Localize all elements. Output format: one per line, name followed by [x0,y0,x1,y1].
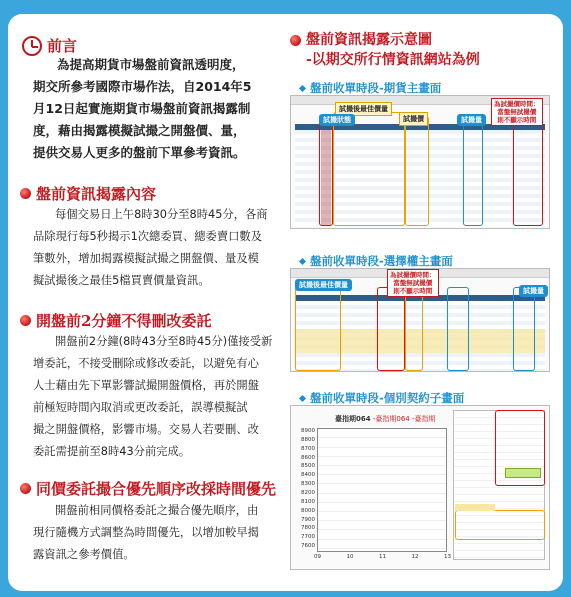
disclosure-heading: 盤前資訊揭露內容 [20,183,156,204]
no-cancel-text: 開盤前2分鐘(8時43分至8時45分)僅接受新 增委託，不接受刪除或修改委託，以避免有心 人士藉由先下單影響試撮開盤價格，再於開盤 前極短時間內取消或更改委託，誤導模擬試 撮之開盤價格，影響市場。交易人若要刪、改 委託需提前至8時43分前完成。 [33,335,273,458]
priority-heading: 同價委託撮合優先順序改採時間優先 [20,478,276,499]
bullet-icon [20,483,31,494]
bullet-icon [290,35,301,46]
clock-icon [22,36,42,56]
y-tick-label: 8200 [301,490,315,496]
bullet-icon [20,315,31,326]
y-tick-label: 8800 [301,436,315,443]
y-tick-label: 8300 [301,481,315,488]
bullet-icon [20,188,31,199]
y-tick-label: 8700 [301,445,315,452]
futures-screenshot: 試撮後最佳價量 試撮狀態 試撮價 試撮量 為試撮價時間： 當盤無試撮價 則不顯示時間 [290,95,550,229]
intro-text: 為提高期貨市場盤前資訊透明度， 期交所參考國際市場作法，自2014年5 月12日起實施期貨市場盤前資訊揭露制 度，藉由揭露模擬試撮之開盤價、量， 提供交易人更多的盤前下單參考資訊。 [33,57,252,160]
chart-x-axis [314,554,451,562]
y-tick-label: 8900 [301,428,315,434]
y-tick-label: 8500 [301,463,315,470]
x-tick-label: 11 [379,554,386,560]
disclosure-text: 每個交易日上午8時30分至8時45分，各商 品除現行每5秒揭示1次總委買、總委賣口數及 筆數外，增加揭露模擬試撮之開盤價、量及模 擬試撮後之最佳5檔買賣價量資訊。 [33,208,268,287]
sub-heading-futures: 盤前收單時段-期貨主畫面 [300,80,441,96]
sub-heading-contract: 盤前收單時段-個別契約子畫面 [300,390,464,406]
intro-heading: 前言 [22,35,77,56]
x-tick-label: 13 [444,554,451,560]
y-tick-label: 7800 [301,525,315,532]
y-tick-label: 8600 [301,454,315,461]
y-tick-label: 7900 [301,516,315,523]
no-cancel-heading: 開盤前2分鐘不得刪改委託 [20,310,211,331]
y-tick-label: 7700 [301,534,315,541]
y-tick-label: 8000 [301,507,315,514]
y-tick-label: 7600 [301,543,315,550]
x-tick-label: 09 [314,554,321,560]
chart-plot-area [317,428,447,552]
priority-text: 開盤前相同價格委託之撮合優先順序，由 現行隨機方式調整為時間優先，以增加較早揭 露資訊之參考價值。 [33,504,259,561]
sub-heading-options: 盤前收單時段-選擇權主畫面 [300,253,453,269]
y-tick-label: 8100 [301,498,315,505]
right-title: 盤前資訊揭露示意圖 -以期交所行情資訊網站為例 [290,30,480,70]
x-tick-label: 10 [346,554,354,560]
options-screenshot: 試撮後最佳價量 為試撮價時間： 當盤無試撮價 則不顯示時間 試撮量 [290,268,550,372]
chart-y-axis [295,428,315,552]
x-tick-label: 12 [411,554,419,560]
contract-screenshot: 臺指期064 -臺指期064 -臺指期 8900 8800 8700 8600 8500 8400 8300 8200 8100 8000 7900 7800 7700 7600 09 10 11 12 13 [290,405,550,570]
y-tick-label: 8400 [301,472,315,479]
